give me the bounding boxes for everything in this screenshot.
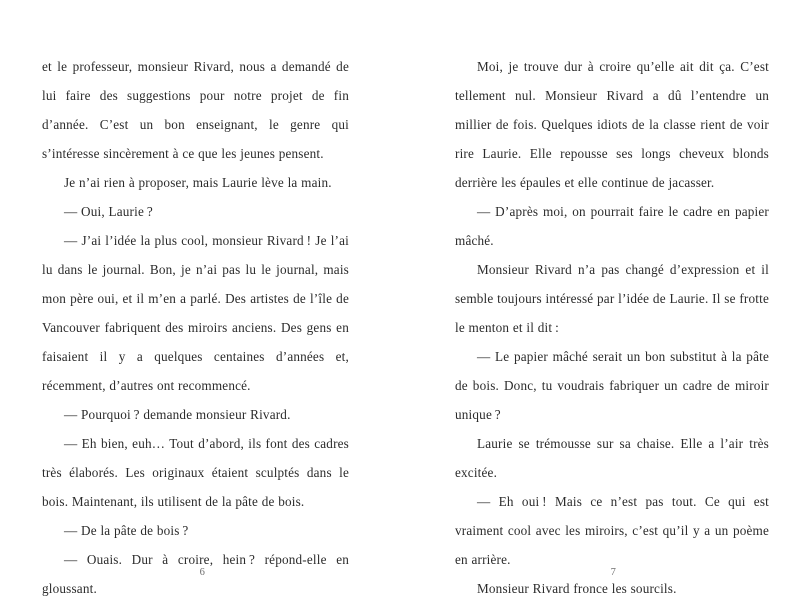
paragraph: et le professeur, monsieur Rivard, nous a demandé de lui faire des suggestions pour notre projet de fin d’année. C’est un bon enseignant, le genre qui s’intéresse sincèrement à ce que les jeunes pensent. [42,59,349,161]
paragraph-dialogue: — Oui, Laurie ? [64,204,153,219]
page-number-right: 7 [610,567,617,578]
paragraph-dialogue: — Eh oui ! Mais ce n’est pas tout. Ce qui est vraiment cool avec les miroirs, c’est qu’il y a un poème en arrière. [455,494,769,567]
paragraph-dialogue: — Le papier mâché serait un bon substitut à la pâte de bois. Donc, tu voudrais fabriquer un cadre de miroir unique ? [455,349,769,422]
paragraph-dialogue: — De la pâte de bois ? [64,523,189,538]
paragraph: Moi, je trouve dur à croire qu’elle ait dit ça. C’est tellement nul. Monsieur Rivard a dû l’entendre un millier de fois. Quelques idiots de la classe rient de voir rire Laurie. Elle repousse ses longs cheveux blonds derrière les épaules et elle continue de jacasser. [455,59,769,190]
paragraph-dialogue: — Pourquoi ? demande monsieur Rivard. [64,407,291,422]
page-right [405,0,810,608]
page-right-text-block [455,52,769,603]
paragraph-dialogue: — Ouais. Dur à croire, hein ? répond-elle en gloussant. [42,552,349,596]
page-number-left: 6 [199,567,206,578]
paragraph: Monsieur Rivard fronce les sourcils. [477,581,677,596]
paragraph-dialogue: — J’ai l’idée la plus cool, monsieur Rivard ! Je l’ai lu dans le journal. Bon, je n’ai pas lu le journal, mais mon père oui, et il m’en a parlé. Des artistes de l’île de Vancouver fabriquent des miroirs anciens. Des gens en faisaient il y a quelques centaines d’années et, récemment, d’autres ont recommencé. [42,233,349,393]
paragraph: Laurie se trémousse sur sa chaise. Elle a l’air très excitée. [455,436,769,480]
paragraph: Monsieur Rivard n’a pas changé d’expression et il semble toujours intéressé par l’idée de Laurie. Il se frotte le menton et il dit : [455,262,769,335]
paragraph-dialogue: — D’après moi, on pourrait faire le cadre en papier mâché. [455,204,769,248]
page-left-text-block [42,52,349,603]
paragraph-dialogue: — Eh bien, euh… Tout d’abord, ils font des cadres très élaborés. Les originaux étaient sculptés dans le bois. Maintenant, ils utilisent de la pâte de bois. [42,436,349,509]
paragraph: Je n’ai rien à proposer, mais Laurie lève la main. [64,175,332,190]
